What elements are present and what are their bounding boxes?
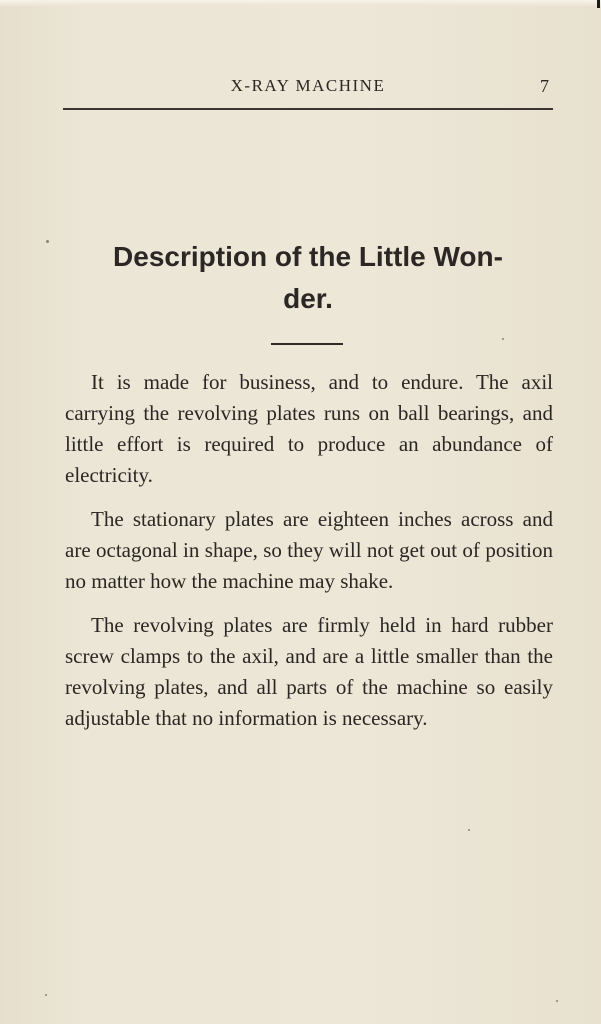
paragraph-1: It is made for business, and to endure. The axil carrying the revolving plates runs on ball bearings, and little effort is required to produce an abundance of electricity.	[65, 370, 553, 487]
running-head-title: X-RAY MACHINE	[230, 76, 386, 95]
header-rule	[63, 108, 553, 110]
paragraph-2: The stationary plates are eighteen inches across and are octagonal in shape, so they will not get out of position no matter how the machine may shake.	[65, 507, 553, 593]
section-heading-line-1: Description of the Little Won-	[113, 241, 503, 272]
section-heading-line-2: der.	[283, 283, 333, 314]
section-divider-rule	[271, 343, 343, 345]
paper-speck	[46, 240, 49, 243]
page-number: 7	[540, 76, 549, 96]
body-text	[65, 367, 553, 747]
scan-edge-mark	[597, 0, 600, 8]
paper-speck	[502, 338, 504, 340]
paper-speck	[556, 1000, 558, 1002]
running-head	[63, 76, 553, 106]
paper-speck	[45, 994, 47, 996]
paper-speck	[468, 829, 470, 831]
section-heading	[56, 236, 560, 320]
scan-top-edge	[0, 0, 601, 6]
paragraph-3: The revolving plates are firmly held in hard rubber screw clamps to the axil, and are a little smaller than the revolving plates, and all parts of the machine so easily adjustable that no information is necessary.	[65, 613, 553, 730]
